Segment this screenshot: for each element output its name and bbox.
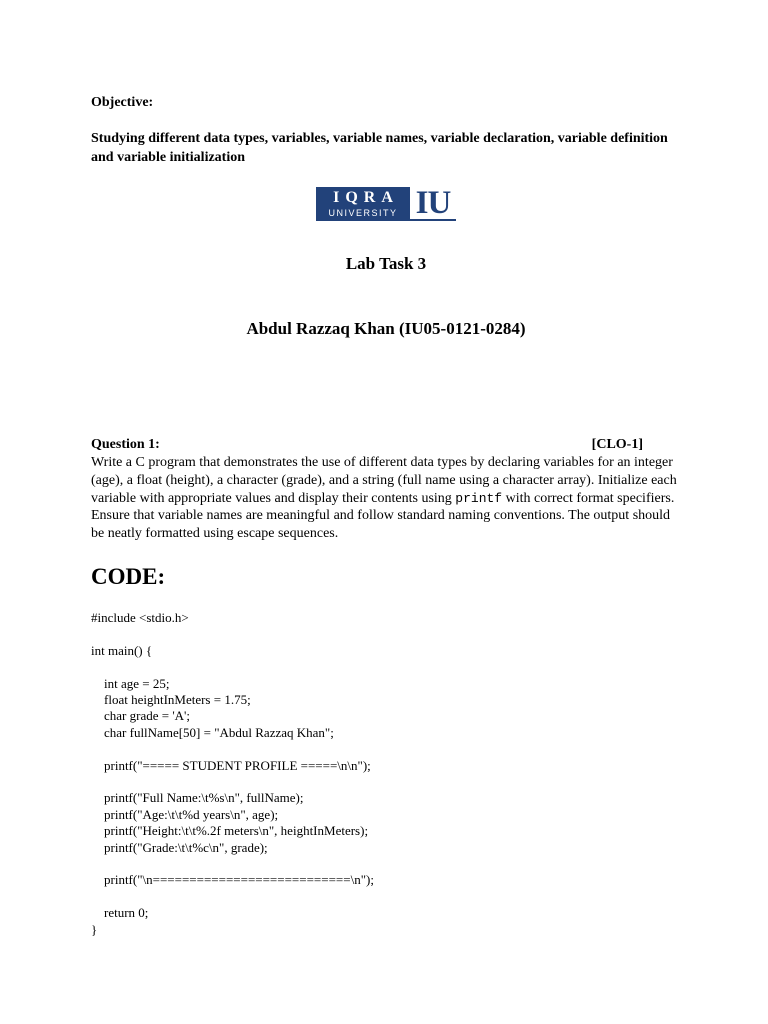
logo-top-text: IQRA [333, 188, 399, 206]
code-line: float heightInMeters = 1.75; [91, 691, 251, 707]
author-name: Abdul Razzaq Khan (IU05-0121-0284) [246, 319, 526, 338]
code-line: printf("===== STUDENT PROFILE =====\n\n"); [91, 757, 371, 773]
question-label: Question 1: [91, 437, 160, 452]
code-line: printf("Height:\t\t%.2f meters\n", heightInMeters); [91, 823, 369, 839]
logo-container [91, 187, 681, 221]
objective-label: Objective: [91, 95, 154, 110]
code-block [91, 610, 681, 938]
question-text-part-2: with correct format specifiers. Ensure that variable names are meaningful and follow standard naming conventions. The output should be neatly formatted using escape sequences. [91, 490, 675, 542]
code-line [91, 774, 681, 790]
code-line [91, 626, 681, 642]
code-line [91, 889, 681, 905]
code-line [91, 856, 681, 872]
code-line: int main() { [91, 642, 153, 658]
code-line [91, 659, 681, 675]
code-line: return 0; [91, 905, 149, 921]
document-page [91, 94, 681, 938]
logo-wordmark-block [316, 187, 410, 221]
logo-mark-block [410, 187, 456, 221]
code-line: printf("\n===========================\n"); [91, 872, 374, 888]
clo-label: [CLO-1] [591, 437, 643, 452]
question-header [91, 436, 681, 454]
iqra-university-logo [316, 187, 456, 221]
inline-code: printf [455, 490, 503, 506]
code-line: char fullName[50] = "Abdul Razzaq Khan"; [91, 724, 334, 740]
objective-text: Studying different data types, variables, variable names, variable declaration, variable definition and variable initialization [91, 131, 668, 165]
logo-bottom-text: UNIVERSITY [328, 207, 398, 218]
question-text-part-1: Write a C program that demonstrates the use of different data types by declaring variables for an integer (age), a float (height), a character (grade), and a string (full name using a character array). Initialize each variable with appropriate values and display their contents using [91, 455, 677, 506]
lab-task-title: Lab Task 3 [345, 254, 427, 273]
code-line: #include <stdio.h> [91, 609, 189, 625]
question-text [91, 454, 681, 543]
code-line: printf("Grade:\t\t%c\n", grade); [91, 839, 268, 855]
code-line [91, 741, 681, 757]
code-line: printf("Full Name:\t%s\n", fullName); [91, 790, 304, 806]
code-line: int age = 25; [91, 675, 170, 691]
code-line: } [91, 921, 98, 937]
code-line: char grade = 'A'; [91, 708, 191, 724]
code-line: printf("Age:\t\t%d years\n", age); [91, 806, 279, 822]
logo-mark-text: IU [415, 185, 451, 221]
code-heading: CODE: [91, 563, 166, 589]
